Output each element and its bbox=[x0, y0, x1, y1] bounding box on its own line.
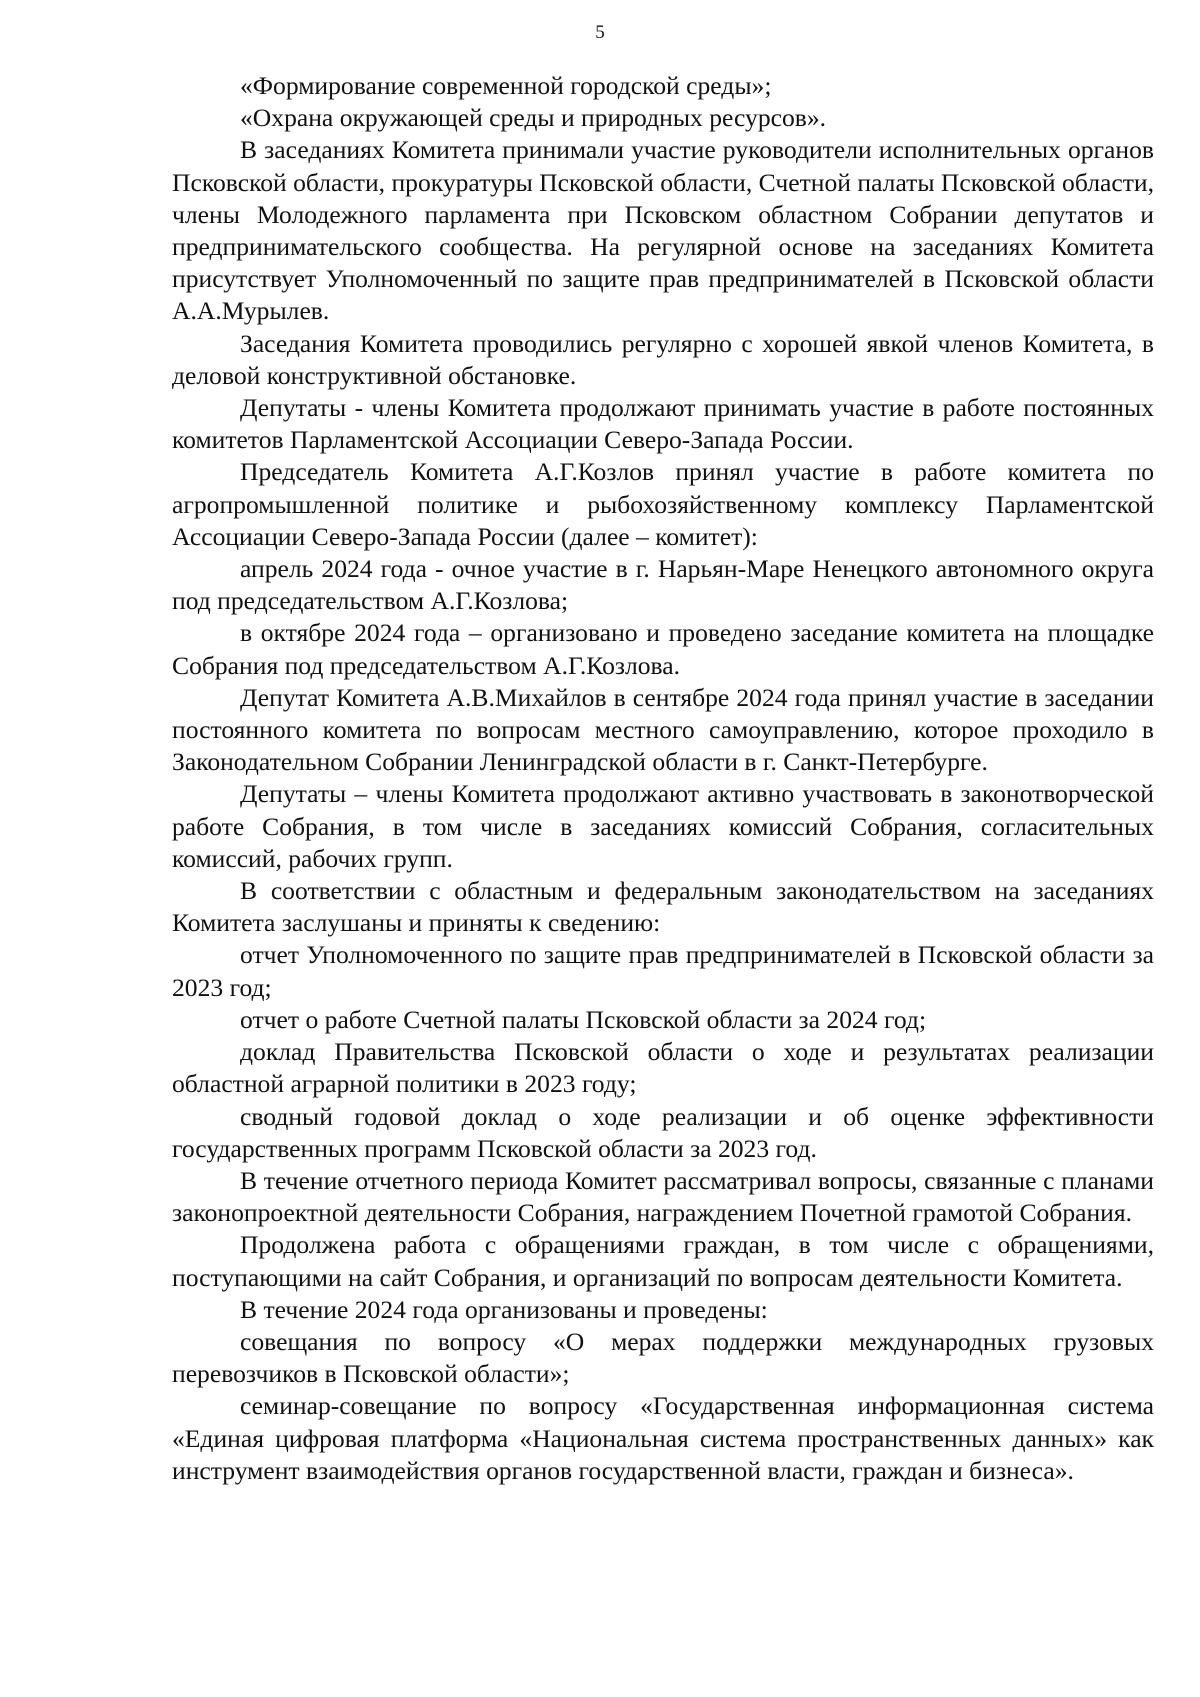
paragraph: доклад Правительства Псковской области о ходе и результатах реализации областной аграрной политики в 2023 году; bbox=[172, 1037, 1154, 1099]
paragraph: отчет о работе Счетной палаты Псковской области за 2024 год; bbox=[240, 1004, 927, 1034]
paragraph: совещания по вопросу «О мерах поддержки международных грузовых перевозчиков в Псковской области»; bbox=[172, 1326, 1154, 1389]
paragraph: Продолжена работа с обращениями граждан, в том числе с обращениями, поступающими на сайт Собрания, и организаций по вопросам деятельности Комитета. bbox=[172, 1230, 1154, 1292]
paragraph: сводный годовой доклад о ходе реализации и об оценке эффективности государственных программ Псковской области за 2023 год. bbox=[172, 1101, 1154, 1163]
paragraph: В заседаниях Комитета принимали участие руководители исполнительных органов Псковской области, прокуратуры Псковской области, Счетной палаты Псковской области, члены Молодежного парламента при Псковском областном Собрании депутатов и предпринимательского сообщества. На регулярной основе на заседаниях Комитета присутствует Уполномоченный по защите прав предпринимателей в Псковской области А.А.Мурылев. bbox=[172, 135, 1154, 326]
paragraph: семинар-совещание по вопросу «Государственная информационная система «Единая цифровая платформа «Национальная система пространственных данных» как инструмент взаимодействия органов государственной власти, граждан и бизнеса». bbox=[172, 1391, 1154, 1485]
paragraph: «Охрана окружающей среды и природных ресурсов». bbox=[240, 103, 827, 133]
paragraph: «Формирование современной городской среды»; bbox=[240, 71, 772, 100]
paragraph: В течение отчетного периода Комитет рассматривал вопросы, связанные с планами законопроектной деятельности Собрания, награждением Почетной грамотой Собрания. bbox=[172, 1165, 1154, 1228]
paragraph: В течение 2024 года организованы и проведены: bbox=[240, 1294, 768, 1324]
page-number: 5 bbox=[595, 22, 605, 43]
paragraph: Депутат Комитета А.В.Михайлов в сентябре 2024 года принял участие в заседании постоянного комитета по вопросам местного самоуправлению, которое проходило в Законодательном Собрании Ленинградской области в г. Санкт-Петербурге. bbox=[172, 682, 1154, 777]
paragraph: в октябре 2024 года – организовано и проведено заседание комитета на площадке Собрания под председательством А.Г.Козлова. bbox=[172, 618, 1154, 680]
paragraph: Депутаты – члены Комитета продолжают активно участвовать в законотворческой работе Собрания, в том числе в заседаниях комиссий Собрания, согласительных комиссий, рабочих групп. bbox=[172, 779, 1154, 873]
paragraph: В соответствии с областным и федеральным законодательством на заседаниях Комитета заслушаны и приняты к сведению: bbox=[172, 876, 1154, 938]
paragraph: Депутаты - члены Комитета продолжают принимать участие в работе постоянных комитетов Парламентской Ассоциации Северо-Запада России. bbox=[172, 393, 1154, 455]
paragraph: апрель 2024 года - очное участие в г. Нарьян-Маре Ненецкого автономного округа под председательством А.Г.Козлова; bbox=[172, 554, 1154, 616]
document-body bbox=[172, 70, 1154, 1487]
paragraph: отчет Уполномоченного по защите прав предпринимателей в Псковской области за 2023 год; bbox=[172, 940, 1154, 1002]
paragraph: Председатель Комитета А.Г.Козлов принял участие в работе комитета по агропромышленной политике и рыбохозяйственному комплексу Парламентской Ассоциации Северо-Запада России (далее – комитет): bbox=[172, 457, 1154, 551]
paragraph: Заседания Комитета проводились регулярно с хорошей явкой членов Комитета, в деловой конструктивной обстановке. bbox=[172, 328, 1154, 390]
